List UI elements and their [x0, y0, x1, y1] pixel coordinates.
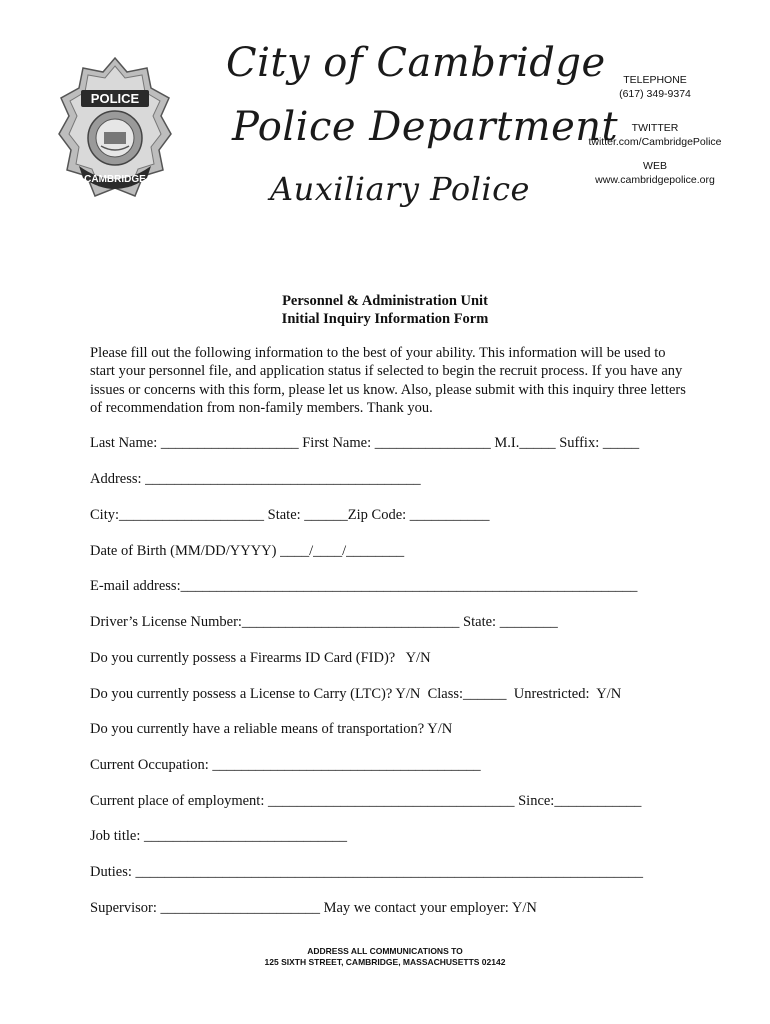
job-title-field-row[interactable]: Job title: ____________________________	[90, 828, 347, 844]
fid-question-row[interactable]: Do you currently possess a Firearms ID Card (FID)? Y/N	[90, 650, 431, 666]
header-city-title: City of Cambridge	[226, 40, 606, 86]
occupation-field-row[interactable]: Current Occupation: _____________________________________	[90, 757, 481, 773]
telephone-label: TELEPHONE	[623, 74, 687, 86]
city-state-zip-field-row[interactable]: City:____________________ State: ______Zip Code: ___________	[90, 507, 490, 523]
duties-field-row[interactable]: Duties: ______________________________________________________________________	[90, 864, 644, 880]
drivers-license-field-row[interactable]: Driver’s License Number:______________________________ State: ________	[90, 614, 558, 630]
footer-address-label: ADDRESS ALL COMMUNICATIONS TO	[307, 946, 463, 956]
telephone-number: (617) 349-9374	[619, 88, 691, 100]
form-title: Initial Inquiry Information Form	[281, 311, 489, 327]
ltc-question-row[interactable]: Do you currently possess a License to Carry (LTC)? Y/N Class:______ Unrestricted: Y/N	[90, 686, 622, 702]
twitter-label: TWITTER	[631, 122, 679, 134]
supervisor-field-row[interactable]: Supervisor: ______________________ May we contact your employer: Y/N	[90, 900, 537, 916]
transportation-question-row[interactable]: Do you currently have a reliable means of transportation? Y/N	[90, 721, 453, 737]
form-unit-title: Personnel & Administration Unit	[282, 293, 488, 309]
address-field-row[interactable]: Address: ______________________________________	[90, 471, 421, 487]
employment-field-row[interactable]: Current place of employment: __________________________________ Since:____________	[90, 793, 642, 809]
date-of-birth-field-row[interactable]: Date of Birth (MM/DD/YYYY) ____/____/________	[90, 543, 405, 559]
badge-top-text: POLICE	[90, 91, 140, 106]
header-department-title: Police Department	[232, 104, 619, 150]
footer-address: 125 SIXTH STREET, CAMBRIDGE, MASSACHUSETTS 02142	[264, 957, 506, 967]
name-field-row[interactable]: Last Name: ___________________ First Name: ________________ M.I._____ Suffix: _____	[90, 435, 640, 451]
header-auxiliary-title: Auxiliary Police	[270, 170, 530, 208]
web-label: WEB	[643, 160, 667, 172]
web-link[interactable]: www.cambridgepolice.org	[595, 174, 715, 186]
twitter-link[interactable]: twitter.com/CambridgePolice	[588, 136, 722, 148]
police-badge-logo	[55, 54, 175, 212]
email-field-row[interactable]: E-mail address:_______________________________________________________________	[90, 578, 638, 594]
form-intro-paragraph: Please fill out the following information to the best of your ability. This information will be used to start your personnel file, and application status if selected to begin the recruit process. If you have any issues or concerns with this form, please let us know. Also, please submit with this inquiry three letters of recommendation from non-family members. Thank you.	[90, 345, 686, 416]
badge-bottom-text: CAMBRIDGE	[84, 174, 146, 185]
